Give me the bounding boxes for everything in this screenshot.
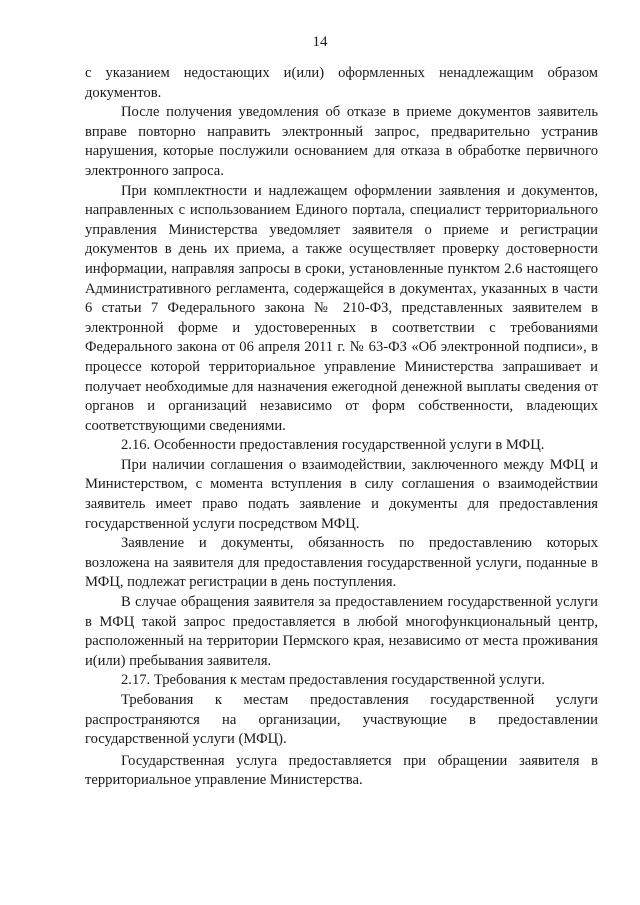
section-heading-2-17: 2.17. Требования к местам предоставления государственной услуги. <box>121 672 545 689</box>
page-number: 14 <box>312 34 328 50</box>
paragraph-mfc-registration: Заявление и документы, обязанность по предоставлению которых возложена на заявителя для предоставления государственной услуги, поданные в МФЦ, подлежат регистрации в день поступления. <box>85 535 598 591</box>
paragraph-mfc-any-center: В случае обращения заявителя за предоставлением государственной услуги в МФЦ такой запрос предоставляется в любой многофункциональный центр, расположенный на территории Пермского края, независимо от места проживания и(или) пребывания заявителя. <box>85 594 598 669</box>
paragraph-service-provision: Государственная услуга предоставляется при обращении заявителя в территориальное управление Министерства. <box>85 752 598 789</box>
document-body <box>85 64 598 791</box>
paragraph-missing-documents: с указанием недостающих и(или) оформленных ненадлежащим образом документов. <box>85 65 598 101</box>
paragraph-repeat-request: После получения уведомления об отказе в приеме документов заявитель вправе повторно направить электронный запрос, предварительно устранив нарушения, которые послужили основанием для отказа в обработке первичного электронного запроса. <box>85 104 598 179</box>
paragraph-completeness-check: При комплектности и надлежащем оформлении заявления и документов, направленных с использованием Единого портала, специалист территориального управления Министерства уведомляет заявителя о приеме и регистрации документов в день их приема, а также осуществляет проверку достоверности информации, направляя запросы в сроки, установленные пунктом 2.6 настоящего Административного регламента, содержащейся в документах, указанных в части 6 статьи 7 Федерального закона № 210-ФЗ, представленных заявителем в электронной форме и удостоверенных в соответствии с требованиями Федерального закона от 06 апреля 2011 г. № 63-ФЗ «Об электронной подписи», в процессе которой территориальное управление Министерства запрашивает и получает необходимые для назначения ежегодной денежной выплаты сведения от органов и организаций независимо от форм собственности, владеющих соответствующими сведениями. <box>85 182 598 434</box>
paragraph-place-requirements: Требования к местам предоставления государственной услуги распространяются на организации, участвующие в предоставлении государственной услуги (МФЦ). <box>85 692 598 748</box>
section-heading-2-16: 2.16. Особенности предоставления государственной услуги в МФЦ. <box>121 437 545 454</box>
paragraph-mfc-agreement: При наличии соглашения о взаимодействии, заключенного между МФЦ и Министерством, с момента вступления в силу соглашения о взаимодействии заявитель имеет право подать заявление и документы для предоставления государственной услуги посредством МФЦ. <box>85 456 598 532</box>
